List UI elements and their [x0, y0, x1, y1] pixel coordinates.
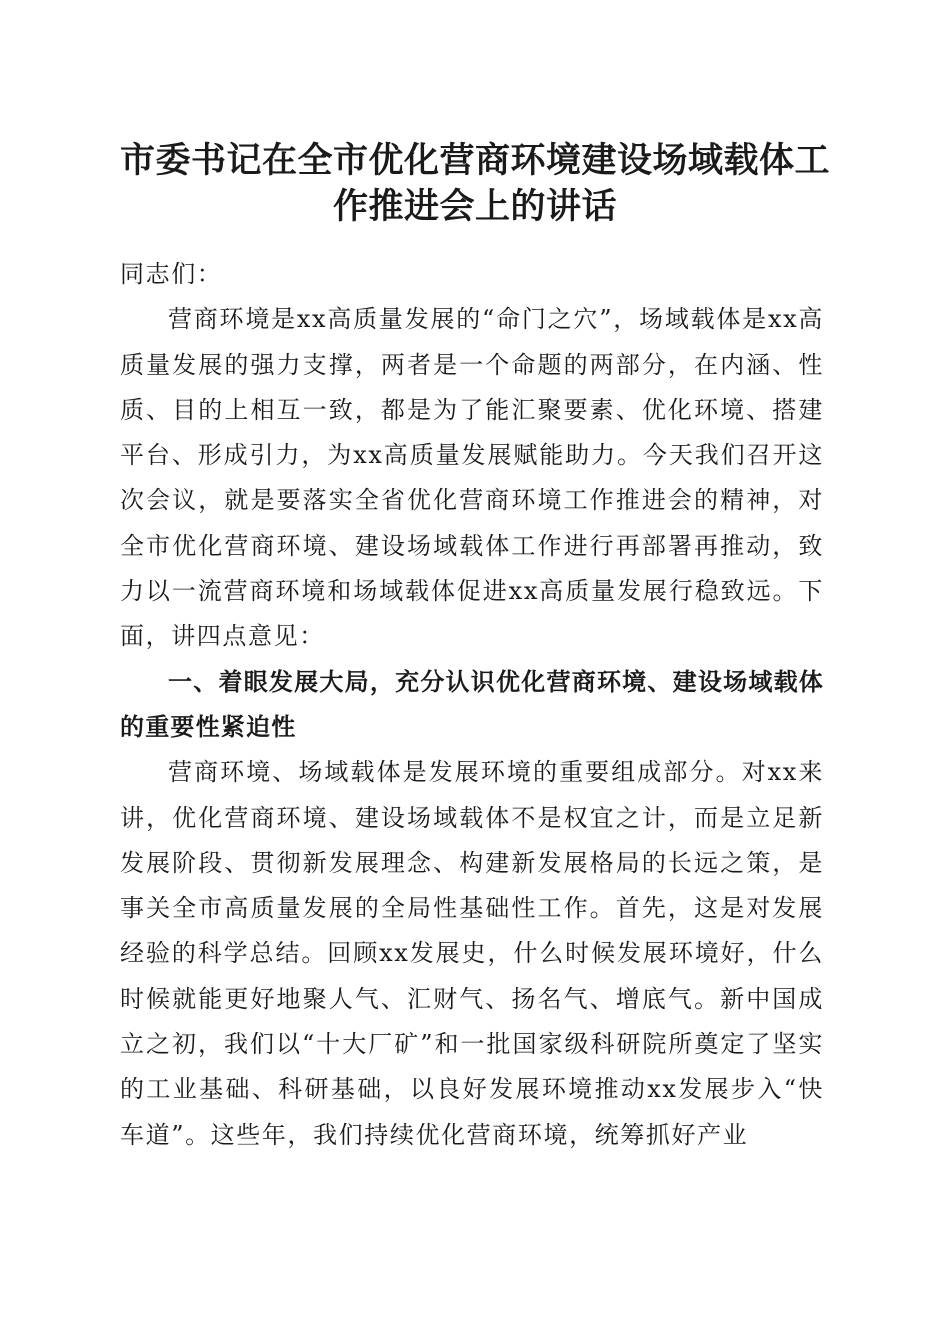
section-1-heading: 一、着眼发展大局，充分认识优化营商环境、建设场域载体的重要性紧迫性	[120, 667, 824, 741]
document-title: 市委书记在全市优化营商环境建设场域载体工作推进会上的讲话	[119, 140, 830, 227]
salutation: 同志们：	[120, 260, 223, 288]
intro-paragraph: 营商环境是xx高质量发展的“命门之穴”，场域载体是xx高质量发展的强力支撑，两者是一个命题的两部分，在内涵、性质、目的上相互一致，都是为了能汇聚要素、优化环境、搭建平台、形成引力，为xx高质量发展赋能助力。今天我们召开这次会议，就是要落实全省优化营商环境工作推进会的精神，对全市优化营商环境、建设场域载体工作进行再部署再推动，致力以一流营商环境和场域载体促进xx高质量发展行稳致远。下面，讲四点意见：	[120, 305, 824, 651]
document-body	[120, 252, 824, 1158]
section-1-paragraph: 营商环境、场域载体是发展环境的重要组成部分。对xx来讲，优化营商环境、建设场域载体不是权宜之计，而是立足新发展阶段、贯彻新发展理念、构建新发展格局的长远之策，是事关全市高质量发展的全局性基础性工作。首先，这是对发展经验的科学总结。回顾xx发展史，什么时候发展环境好，什么时候就能更好地聚人气、汇财气、扬名气、增底气。新中国成立之初，我们以“十大厂矿”和一批国家级科研院所奠定了坚实的工业基础、科研基础，以良好发展环境推动xx发展步入“快车道”。这些年，我们持续优化营商环境，统筹抓好产业	[120, 758, 824, 1149]
